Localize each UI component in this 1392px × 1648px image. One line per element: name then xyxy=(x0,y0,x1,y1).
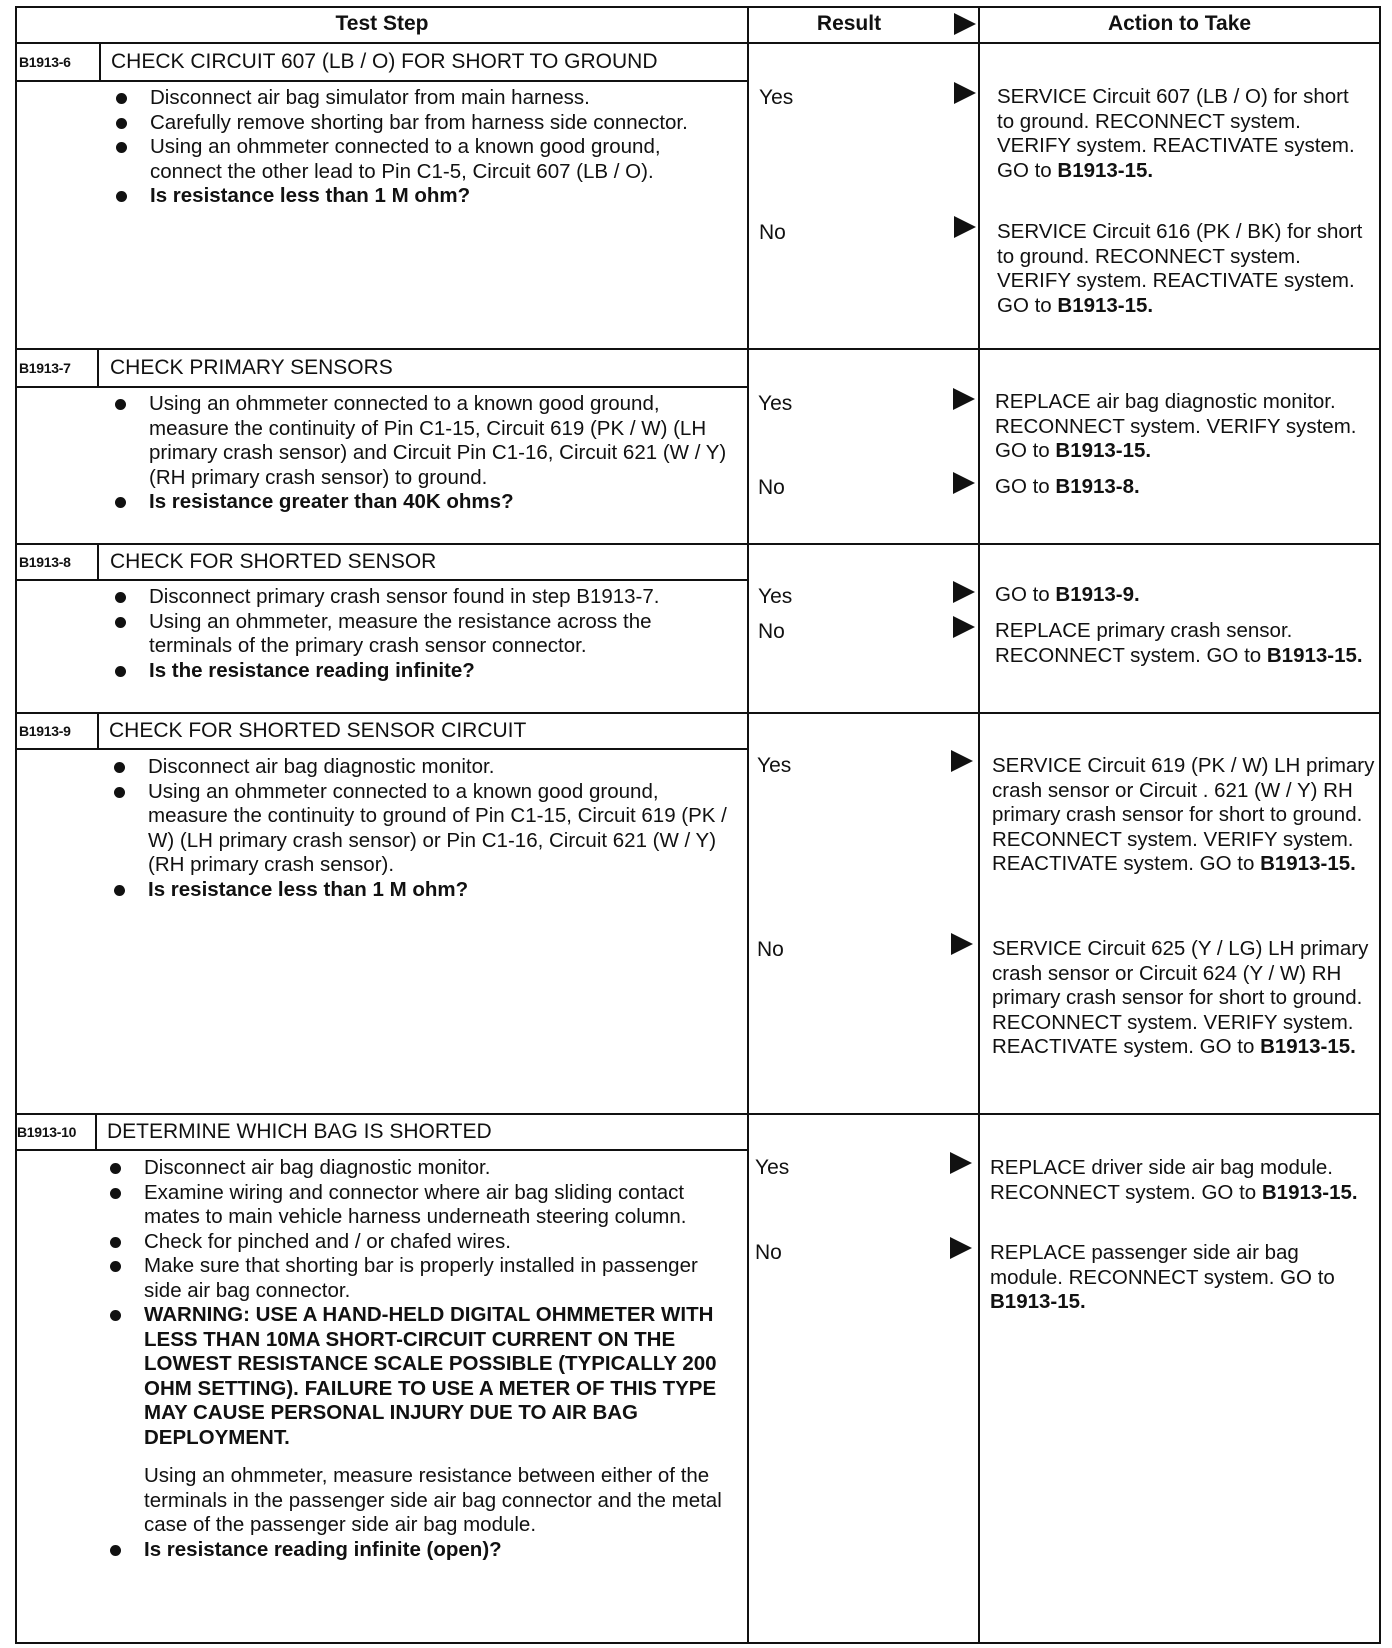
action-ref: B1913-15. xyxy=(1260,852,1356,875)
step-separator xyxy=(15,712,1381,714)
step-title: CHECK FOR SHORTED SENSOR CIRCUIT xyxy=(109,719,527,742)
header-test-step: Test Step xyxy=(335,12,429,35)
step-id: B1913-10 xyxy=(17,1124,77,1140)
step-question: Is the resistance reading infinite? xyxy=(107,659,729,684)
result-arrow-icon xyxy=(954,216,976,238)
step-title: DETERMINE WHICH BAG IS SHORTED xyxy=(107,1120,492,1143)
step-title-rule xyxy=(15,80,749,82)
step-bullet: Check for pinched and / or chafed wires. xyxy=(102,1230,727,1255)
result-arrow-icon xyxy=(950,1152,972,1174)
header-arrow-icon xyxy=(954,13,976,35)
action-yes: SERVICE Circuit 607 (LB / O) for short to ground. RECONNECT system. VERIFY system. REACTIVATE system. GO to B1913-15. xyxy=(997,85,1355,182)
action-no: REPLACE primary crash sensor. RECONNECT system. GO to B1913-15. xyxy=(995,619,1363,667)
step-separator xyxy=(15,348,1381,350)
step-separator xyxy=(15,543,1381,545)
action-no: SERVICE Circuit 625 (Y / LG) LH primary crash sensor or Circuit 624 (Y / W) RH primary crash sensor for short to ground. RECONNECT system. VERIFY system. REACTIVATE system. GO to B1913-15. xyxy=(992,937,1369,1058)
action-ref: B1913-15. xyxy=(1266,643,1363,667)
result-no: No xyxy=(757,938,784,961)
step-bullet: Carefully remove shorting bar from harness side connector. xyxy=(108,111,728,136)
action-ref: B1913-8. xyxy=(1055,475,1140,498)
step-question: Is resistance less than 1 M ohm? xyxy=(108,184,728,209)
action-no: GO to B1913-8. xyxy=(995,475,1140,498)
action-ref: B1913-15. xyxy=(990,1290,1086,1313)
result-yes: Yes xyxy=(755,1156,790,1179)
step-title-rule xyxy=(15,748,749,750)
step-body xyxy=(102,1156,727,1562)
step-body xyxy=(107,392,729,515)
header-rule xyxy=(15,42,1381,44)
step-bullet: Using an ohmmeter connected to a known good ground, measure the continuity to ground of Pin C1-15, Circuit 619 (PK / W) (LH primary crash sensor) or Pin C1-16, Circuit 621 (W / Y)(RH primary crash sensor). xyxy=(106,780,729,878)
action-ref: B1913-15. xyxy=(1261,1180,1358,1204)
step-bullet: Disconnect air bag diagnostic monitor. xyxy=(106,755,729,780)
action-column-divider xyxy=(978,6,980,1644)
action-ref: B1913-15. xyxy=(1260,1035,1356,1058)
table-bottom-border xyxy=(15,1642,1381,1644)
step-id-divider xyxy=(99,42,101,80)
step-separator xyxy=(15,1113,1381,1115)
result-arrow-icon xyxy=(953,388,975,410)
step-title-rule xyxy=(15,1149,749,1151)
step-bullet: Make sure that shorting bar is properly installed in passenger side air bag connector. xyxy=(102,1254,727,1303)
action-ref: B1913-15. xyxy=(1055,439,1152,462)
step-id: B1913-9 xyxy=(19,723,71,739)
step-id: B1913-8 xyxy=(19,554,71,570)
table-top-border xyxy=(15,6,1381,8)
result-arrow-icon xyxy=(953,472,975,494)
step-title: CHECK PRIMARY SENSORS xyxy=(110,356,393,379)
step-bullet: Disconnect air bag simulator from main harness. xyxy=(108,86,728,111)
result-arrow-icon xyxy=(954,82,976,104)
step-id: B1913-7 xyxy=(19,360,71,376)
step-title: CHECK CIRCUIT 607 (LB / O) FOR SHORT TO GROUND xyxy=(111,50,658,73)
step-warning: WARNING: USE A HAND-HELD DIGITAL OHMMETER WITH LESS THAN 10MA SHORT-CIRCUIT CURRENT ON THE LOWEST RESISTANCE SCALE POSSIBLE (TYPICALLY 200 OHM SETTING). FAILURE TO USE A METER OF THIS TYPE MAY CAUSE PERSONAL INJURY DUE TO AIR BAG DEPLOYMENT. xyxy=(102,1303,727,1450)
action-ref: B1913-15. xyxy=(1057,293,1154,317)
step-bullet: Using an ohmmeter, measure the resistance across the terminals of the primary crash sensor connector. xyxy=(107,610,729,659)
action-no: REPLACE passenger side air bag module. RECONNECT system. GO to B1913-15. xyxy=(990,1241,1335,1313)
step-bullet: Using an ohmmeter connected to a known good ground, measure the continuity of Pin C1-15, Circuit 619 (PK / W) (LH primary crash sensor) and Circuit Pin C1-16, Circuit 621 (W / Y) (RH primary crash sensor) to ground. xyxy=(107,392,729,490)
step-body xyxy=(108,86,728,209)
step-body xyxy=(106,755,729,902)
step-question: Is resistance reading infinite (open)? xyxy=(102,1538,727,1563)
step-bullet: Using an ohmmeter connected to a known good ground, connect the other lead to Pin C1-5, Circuit 607 (LB / O). xyxy=(108,135,728,184)
action-ref: B1913-9. xyxy=(1055,583,1140,606)
table-left-border xyxy=(15,6,17,1644)
step-id: B1913-6 xyxy=(19,54,71,70)
result-no: No xyxy=(758,620,785,643)
action-ref: B1913-15. xyxy=(1057,158,1154,182)
step-id-divider xyxy=(97,348,99,386)
result-no: No xyxy=(758,476,785,499)
result-arrow-icon xyxy=(951,933,973,955)
step-title: CHECK FOR SHORTED SENSOR xyxy=(110,550,437,573)
step-id-divider xyxy=(95,1113,97,1149)
result-no: No xyxy=(759,221,786,244)
result-yes: Yes xyxy=(757,754,792,777)
result-yes: Yes xyxy=(758,585,793,608)
step-body xyxy=(107,585,729,683)
result-arrow-icon xyxy=(950,1237,972,1259)
step-question: Is resistance greater than 40K ohms? xyxy=(107,490,729,515)
result-arrow-icon xyxy=(953,581,975,603)
header-action: Action to Take xyxy=(1107,12,1252,35)
result-column-divider xyxy=(747,6,749,1644)
header-result: Result xyxy=(816,12,882,35)
step-title-rule xyxy=(15,579,749,581)
action-no: SERVICE Circuit 616 (PK / BK) for short to ground. RECONNECT system. VERIFY system. REACTIVATE system. GO to B1913-15. xyxy=(997,220,1363,317)
result-yes: Yes xyxy=(758,392,793,415)
step-paragraph: Using an ohmmeter, measure resistance between either of the terminals in the passenger side air bag connector and the metal case of the passenger side air bag module. xyxy=(144,1464,722,1536)
result-arrow-icon xyxy=(953,616,975,638)
action-yes: GO to B1913-9. xyxy=(995,583,1140,606)
action-yes: REPLACE driver side air bag module. RECONNECT system. GO to B1913-15. xyxy=(990,1156,1358,1204)
step-bullet: Examine wiring and connector where air bag sliding contact mates to main vehicle harness underneath steering column. xyxy=(102,1181,727,1230)
result-no: No xyxy=(755,1241,782,1264)
step-id-divider xyxy=(97,712,99,748)
result-yes: Yes xyxy=(759,86,794,109)
step-bullet: Disconnect primary crash sensor found in step B1913-7. xyxy=(107,585,729,610)
action-yes: REPLACE air bag diagnostic monitor. RECONNECT system. VERIFY system. GO to B1913-15. xyxy=(995,390,1357,462)
step-title-rule xyxy=(15,386,749,388)
step-id-divider xyxy=(97,543,99,579)
table-right-border xyxy=(1379,6,1381,1644)
step-question: Is resistance less than 1 M ohm? xyxy=(106,878,729,903)
step-bullet: Disconnect air bag diagnostic monitor. xyxy=(102,1156,727,1181)
result-arrow-icon xyxy=(951,750,973,772)
action-yes: SERVICE Circuit 619 (PK / W) LH primary crash sensor or Circuit . 621 (W / Y) RH primary crash sensor for short to ground. RECONNECT system. VERIFY system. REACTIVATE system. GO to B1913-15. xyxy=(992,754,1375,875)
